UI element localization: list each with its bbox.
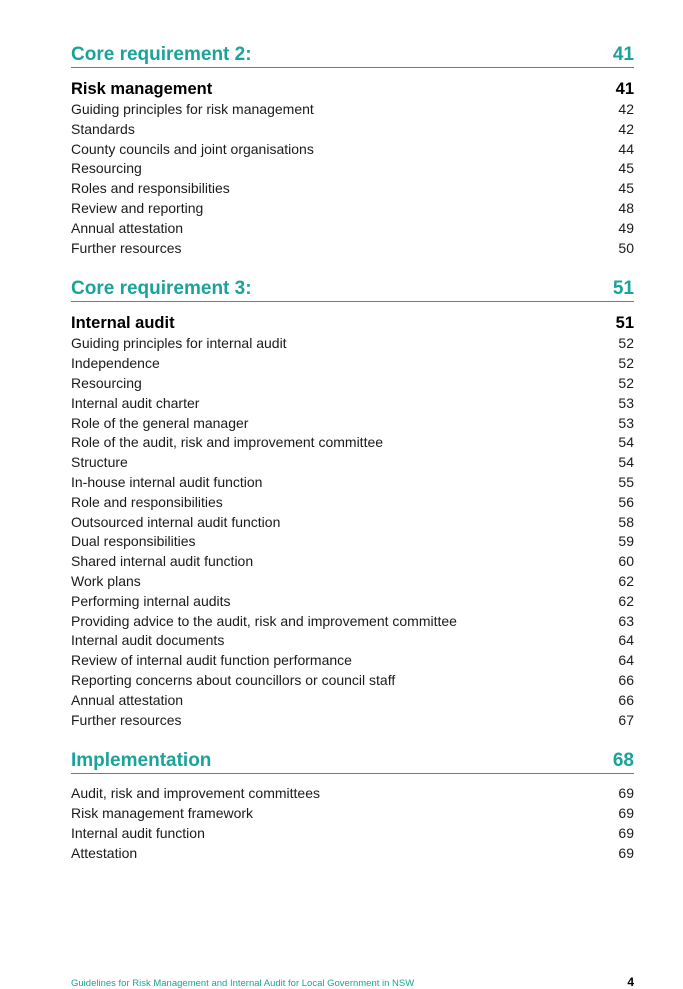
toc-entry-list (71, 334, 634, 730)
section-heading-title: Core requirement 3: (71, 278, 252, 300)
toc-entry-page: 69 (618, 844, 634, 861)
toc-entry-title: Work plans (71, 572, 141, 589)
toc-entry-page: 64 (618, 652, 634, 669)
toc-entry-page: 42 (618, 101, 634, 117)
sub-heading-page: 51 (615, 314, 634, 333)
toc-entry-page: 42 (618, 120, 634, 137)
toc-entry-page: 67 (618, 711, 634, 728)
toc-entry-title: Review of internal audit function performance (71, 652, 352, 669)
toc-entry-title: Role and responsibilities (71, 493, 223, 510)
toc-entry-page: 62 (618, 572, 634, 589)
toc-entry-title: Standards (71, 120, 135, 137)
toc-entry-title: Annual attestation (71, 219, 184, 236)
toc-entry[interactable] (71, 179, 634, 199)
toc-entry-page: 45 (618, 180, 634, 197)
toc-entry-page: 49 (618, 219, 634, 236)
toc-entry[interactable] (71, 671, 634, 691)
section-heading[interactable] (71, 42, 634, 68)
section-heading[interactable] (71, 276, 634, 302)
toc-entry[interactable] (71, 572, 634, 592)
toc-entry-page: 52 (618, 355, 634, 372)
toc-entry[interactable] (71, 159, 634, 179)
toc-entry-title: Structure (71, 454, 128, 471)
toc-entry-page: 59 (618, 533, 634, 550)
toc-entry[interactable] (71, 219, 634, 239)
toc-entry-page: 64 (618, 632, 634, 649)
toc-entry[interactable] (71, 612, 634, 632)
sub-heading[interactable] (71, 312, 634, 334)
page-footer (71, 975, 634, 989)
toc-entry[interactable] (71, 374, 634, 394)
toc-entry[interactable] (71, 691, 634, 711)
toc-entry-title: Guiding principles for risk management (71, 101, 314, 117)
toc-entry-list (71, 784, 634, 863)
toc-entry[interactable] (71, 394, 634, 414)
toc-entry-page: 55 (618, 473, 634, 490)
toc-entry-page: 44 (618, 140, 634, 157)
toc-entry[interactable] (71, 140, 634, 160)
toc-entry-title: Review and reporting (71, 199, 204, 216)
toc-entry-title: Role of the audit, risk and improvement committee (71, 434, 384, 451)
toc-entry[interactable] (71, 651, 634, 671)
toc-section-core-requirement-3 (71, 276, 634, 730)
toc-entry[interactable] (71, 100, 634, 120)
toc-entry[interactable] (71, 453, 634, 473)
toc-entry-page: 52 (618, 374, 634, 391)
toc-entry[interactable] (71, 239, 634, 259)
toc-entry-page: 53 (618, 414, 634, 431)
toc-entry[interactable] (71, 354, 634, 374)
toc-entry-title: Internal audit documents (71, 632, 225, 649)
toc-entry[interactable] (71, 120, 634, 140)
toc-entry-page: 53 (618, 394, 634, 411)
toc-entry[interactable] (71, 784, 634, 804)
toc-entry-page: 52 (618, 335, 634, 352)
toc-entry-page: 69 (618, 785, 634, 802)
toc-entry[interactable] (71, 334, 634, 354)
toc-entry-title: Shared internal audit function (71, 553, 254, 570)
section-heading-title: Core requirement 2: (71, 44, 252, 65)
toc-entry-title: Outsourced internal audit function (71, 513, 281, 530)
toc-entry-list (71, 100, 634, 258)
toc-entry-title: Performing internal audits (71, 592, 231, 609)
toc-entry-title: Resourcing (71, 160, 142, 177)
sub-heading-page: 41 (615, 80, 634, 98)
toc-entry[interactable] (71, 433, 634, 453)
toc-entry-page: 63 (618, 612, 634, 629)
toc-entry-title: Providing advice to the audit, risk and improvement committee (71, 612, 457, 629)
toc-section-implementation (71, 748, 634, 863)
toc-entry-title: Role of the general manager (71, 414, 249, 431)
toc-entry-title: Guiding principles for internal audit (71, 335, 287, 352)
section-heading-page: 68 (612, 750, 634, 772)
toc-entry-page: 54 (618, 434, 634, 451)
sub-heading-title: Risk management (71, 80, 213, 98)
toc-entry-title: Internal audit charter (71, 394, 200, 411)
toc-entry-title: Reporting concerns about councillors or council staff (71, 671, 396, 688)
toc-entry[interactable] (71, 824, 634, 844)
toc-entry-page: 66 (618, 671, 634, 688)
toc-entry-page: 62 (618, 592, 634, 609)
toc-entry-title: Attestation (71, 844, 138, 861)
toc-entry-title: Internal audit function (71, 824, 205, 841)
section-heading-title: Implementation (71, 750, 212, 772)
toc-entry[interactable] (71, 592, 634, 612)
toc-entry-title: Resourcing (71, 374, 142, 391)
toc-entry-title: Further resources (71, 711, 182, 728)
toc-entry-page: 54 (618, 454, 634, 471)
section-heading-page: 51 (612, 278, 634, 300)
toc-entry-title: County councils and joint organisations (71, 140, 314, 157)
footer-page-number: 4 (627, 975, 634, 989)
toc-entry[interactable] (71, 473, 634, 493)
toc-entry[interactable] (71, 199, 634, 219)
toc-entry-page: 66 (618, 691, 634, 708)
section-spacer (71, 730, 634, 748)
toc-entry-page: 60 (618, 553, 634, 570)
table-of-contents (71, 42, 634, 864)
toc-entry[interactable] (71, 414, 634, 434)
toc-entry-title: Independence (71, 355, 160, 372)
sub-heading[interactable] (71, 78, 634, 100)
toc-entry-page: 69 (618, 805, 634, 822)
toc-entry-page: 56 (618, 493, 634, 510)
section-spacer (71, 258, 634, 276)
toc-entry-page: 58 (618, 513, 634, 530)
toc-entry[interactable] (71, 532, 634, 552)
toc-entry[interactable] (71, 804, 634, 824)
toc-entry[interactable] (71, 552, 634, 572)
toc-entry-page: 50 (618, 239, 634, 256)
toc-entry-page: 48 (618, 199, 634, 216)
toc-entry[interactable] (71, 493, 634, 513)
toc-entry-title: Risk management framework (71, 805, 254, 822)
toc-entry-title: Further resources (71, 239, 182, 256)
toc-entry-title: In-house internal audit function (71, 473, 263, 490)
sub-heading-title: Internal audit (71, 314, 175, 333)
toc-section-core-requirement-2 (71, 42, 634, 258)
section-heading[interactable] (71, 748, 634, 774)
toc-entry-page: 45 (618, 160, 634, 177)
footer-document-title: Guidelines for Risk Management and Internal Audit for Local Government in NSW (71, 978, 415, 989)
toc-entry[interactable] (71, 513, 634, 533)
toc-entry-title: Roles and responsibilities (71, 180, 230, 197)
toc-entry[interactable] (71, 631, 634, 651)
toc-entry[interactable] (71, 844, 634, 864)
toc-entry[interactable] (71, 711, 634, 731)
section-heading-page: 41 (612, 44, 634, 65)
toc-entry-page: 69 (618, 824, 634, 841)
toc-entry-title: Dual responsibilities (71, 533, 196, 550)
toc-entry-title: Annual attestation (71, 691, 184, 708)
toc-entry-title: Audit, risk and improvement committees (71, 785, 320, 802)
